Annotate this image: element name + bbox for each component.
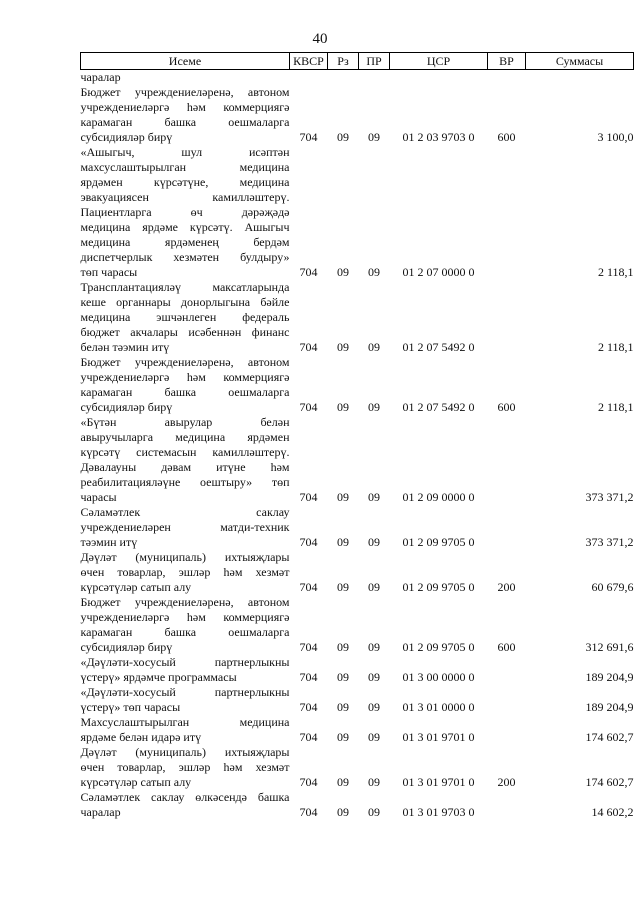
row-name-line: эвакуациясен камилләштерү. bbox=[80, 190, 290, 204]
row-kvsr-cell: 704 bbox=[299, 700, 318, 714]
row-sum-cell: 174 602,7 bbox=[585, 730, 634, 744]
row-name-line: субсидияләр бирү bbox=[80, 400, 173, 414]
column-header-pr: ПР bbox=[359, 53, 390, 70]
row-name-cell bbox=[81, 415, 290, 505]
row-name-line: «Ашыгыч, шул исәптән bbox=[80, 145, 290, 159]
row-name-line: Сәламәтлек саклау өлкәсендә башка bbox=[80, 790, 290, 804]
row-name-cell bbox=[81, 715, 290, 745]
row-pr-cell bbox=[359, 70, 390, 86]
row-kvsr-cell: 704 bbox=[299, 130, 318, 144]
table-row bbox=[81, 655, 634, 685]
row-name-cell bbox=[81, 145, 290, 280]
row-name-line: медицина эшчәнлеген федераль bbox=[80, 310, 290, 324]
row-name-line: «Бүтән авырулар белән bbox=[80, 415, 290, 429]
row-sum-cell: 174 602,7 bbox=[585, 775, 634, 789]
row-name-line: «Дәүләти-хосусый партнерлыкны bbox=[80, 685, 290, 699]
row-vr-cell bbox=[488, 145, 526, 280]
row-rz-cell bbox=[328, 70, 359, 86]
row-sum-cell: 14 602,2 bbox=[591, 805, 634, 819]
row-name-line: тәэмин итү bbox=[80, 535, 138, 549]
row-name-line: Трансплантацияләү максатларында bbox=[80, 280, 290, 294]
row-name-line: субсидияләр бирү bbox=[80, 640, 173, 654]
row-name-line: махсуслаштырылган медицина bbox=[80, 160, 290, 174]
row-csr-cell: 01 2 07 5492 0 bbox=[402, 340, 475, 354]
row-vr-cell bbox=[488, 685, 526, 715]
row-rz-cell: 09 bbox=[337, 490, 349, 504]
row-name-cell bbox=[81, 70, 290, 86]
row-kvsr-cell: 704 bbox=[299, 640, 318, 654]
row-vr-cell bbox=[488, 505, 526, 550]
row-pr-cell: 09 bbox=[368, 580, 380, 594]
column-header-vr: ВР bbox=[488, 53, 526, 70]
row-rz-cell: 09 bbox=[337, 400, 349, 414]
row-name-line: Бюджет учреждениеләренә, автоном bbox=[80, 355, 290, 369]
row-sum-cell: 3 100,0 bbox=[597, 130, 634, 144]
row-vr-cell: 600 bbox=[497, 130, 516, 144]
row-name-line: карамаган башка оешмаларга bbox=[80, 625, 290, 639]
table-row bbox=[81, 505, 634, 550]
row-kvsr-cell: 704 bbox=[299, 730, 318, 744]
row-name-cell bbox=[81, 790, 290, 820]
row-csr-cell: 01 3 01 9701 0 bbox=[402, 730, 475, 744]
row-pr-cell: 09 bbox=[368, 265, 380, 279]
table-row bbox=[81, 280, 634, 355]
column-header-sum: Суммасы bbox=[526, 53, 634, 70]
row-csr-cell: 01 2 03 9703 0 bbox=[402, 130, 475, 144]
row-rz-cell: 09 bbox=[337, 730, 349, 744]
row-pr-cell: 09 bbox=[368, 490, 380, 504]
column-header-kvsr: КВСР bbox=[290, 53, 328, 70]
row-name-line: чаралар bbox=[80, 70, 121, 84]
row-name-cell bbox=[81, 655, 290, 685]
row-name-line: белән тәэмин итү bbox=[80, 340, 170, 354]
row-name-line: чарасы bbox=[80, 490, 117, 504]
row-name-line: кеше органнары донорлыгына бәйле bbox=[80, 295, 290, 309]
row-name-line: «Дәүләти-хосусый партнерлыкны bbox=[80, 655, 290, 669]
row-name-line: Дәүләт (муниципаль) ихтыяҗлары bbox=[80, 745, 290, 759]
row-name-line: Пациентларга өч дәрәҗәдә bbox=[80, 205, 290, 219]
row-sum-cell: 373 371,2 bbox=[585, 490, 634, 504]
row-name-line: учреждениеләргә һәм коммерциягә bbox=[80, 610, 290, 624]
row-name-cell bbox=[81, 595, 290, 655]
table-row bbox=[81, 715, 634, 745]
row-pr-cell: 09 bbox=[368, 730, 380, 744]
row-sum-cell: 189 204,9 bbox=[585, 700, 634, 714]
row-rz-cell: 09 bbox=[337, 640, 349, 654]
row-name-line: карамаган башка оешмаларга bbox=[80, 115, 290, 129]
column-header-csr: ЦСР bbox=[390, 53, 488, 70]
row-csr-cell: 01 3 01 9703 0 bbox=[402, 805, 475, 819]
row-name-line: медицина ярдәме күрсәтү. Ашыгыч bbox=[80, 220, 290, 234]
row-rz-cell: 09 bbox=[337, 700, 349, 714]
row-kvsr-cell: 704 bbox=[299, 670, 318, 684]
row-pr-cell: 09 bbox=[368, 775, 380, 789]
row-pr-cell: 09 bbox=[368, 805, 380, 819]
row-name-line: карамаган башка оешмаларга bbox=[80, 385, 290, 399]
row-kvsr-cell: 704 bbox=[299, 805, 318, 819]
table-row bbox=[81, 550, 634, 595]
row-kvsr-cell: 704 bbox=[299, 265, 318, 279]
row-name-cell bbox=[81, 745, 290, 790]
column-header-rz: Рз bbox=[328, 53, 359, 70]
row-csr-cell bbox=[390, 70, 488, 86]
row-name-line: учреждениеләргә һәм коммерциягә bbox=[80, 100, 290, 114]
row-vr-cell bbox=[488, 415, 526, 505]
row-csr-cell: 01 3 00 0000 0 bbox=[402, 670, 475, 684]
row-vr-cell: 600 bbox=[497, 640, 516, 654]
row-pr-cell: 09 bbox=[368, 700, 380, 714]
row-name-line: өчен товарлар, эшләр һәм хезмәт bbox=[80, 565, 290, 579]
table-row bbox=[81, 85, 634, 145]
row-name-line: Дәүләт (муниципаль) ихтыяҗлары bbox=[80, 550, 290, 564]
row-sum-cell bbox=[526, 70, 634, 86]
row-name-line: бюджет акчалары исәбеннән финанс bbox=[80, 325, 290, 339]
row-name-line: Сәламәтлек саклау bbox=[80, 505, 290, 519]
row-kvsr-cell: 704 bbox=[299, 535, 318, 549]
table-row bbox=[81, 685, 634, 715]
row-rz-cell: 09 bbox=[337, 535, 349, 549]
row-kvsr-cell: 704 bbox=[299, 400, 318, 414]
row-vr-cell bbox=[488, 715, 526, 745]
row-name-line: Махсуслаштырылган медицина bbox=[80, 715, 290, 729]
row-name-line: үстерү» ярдәмче программасы bbox=[80, 670, 237, 684]
row-csr-cell: 01 2 09 0000 0 bbox=[402, 490, 475, 504]
row-vr-cell: 600 bbox=[497, 400, 516, 414]
row-sum-cell: 2 118,1 bbox=[597, 340, 634, 354]
row-pr-cell: 09 bbox=[368, 640, 380, 654]
row-sum-cell: 373 371,2 bbox=[585, 535, 634, 549]
row-vr-cell bbox=[488, 790, 526, 820]
table-row bbox=[81, 70, 634, 86]
row-csr-cell: 01 2 07 5492 0 bbox=[402, 400, 475, 414]
row-sum-cell: 60 679,6 bbox=[591, 580, 634, 594]
row-name-line: ярдәмен күрсәтүне, медицина bbox=[80, 175, 290, 189]
row-rz-cell: 09 bbox=[337, 670, 349, 684]
row-sum-cell: 2 118,1 bbox=[597, 265, 634, 279]
row-vr-cell bbox=[488, 655, 526, 685]
row-name-line: учреждениеләрен матди-техник bbox=[80, 520, 290, 534]
row-name-line: Бюджет учреждениеләренә, автоном bbox=[80, 595, 290, 609]
row-csr-cell: 01 2 09 9705 0 bbox=[402, 535, 475, 549]
row-name-line: ярдәме белән идарә итү bbox=[80, 730, 202, 744]
table-row bbox=[81, 790, 634, 820]
row-kvsr-cell: 704 bbox=[299, 490, 318, 504]
table-row bbox=[81, 595, 634, 655]
row-name-line: Бюджет учреждениеләренә, автоном bbox=[80, 85, 290, 99]
row-name-line: диспетчерлык хезмәтен булдыру» bbox=[80, 250, 290, 264]
table-row bbox=[81, 355, 634, 415]
row-sum-cell: 2 118,1 bbox=[597, 400, 634, 414]
row-csr-cell: 01 2 07 0000 0 bbox=[402, 265, 475, 279]
row-rz-cell: 09 bbox=[337, 580, 349, 594]
table-row bbox=[81, 415, 634, 505]
row-name-line: өчен товарлар, эшләр һәм хезмәт bbox=[80, 760, 290, 774]
row-name-line: учреждениеләргә һәм коммерциягә bbox=[80, 370, 290, 384]
row-name-line: үстерү» төп чарасы bbox=[80, 700, 181, 714]
row-pr-cell: 09 bbox=[368, 130, 380, 144]
row-name-line: медицина ярдәменең бердәм bbox=[80, 235, 290, 249]
row-name-line: субсидияләр бирү bbox=[80, 130, 173, 144]
table-row bbox=[81, 745, 634, 790]
row-name-line: күрсәтүләр сатып алу bbox=[80, 775, 192, 789]
row-pr-cell: 09 bbox=[368, 400, 380, 414]
row-name-line: төп чарасы bbox=[80, 265, 138, 279]
row-name-line: күрсәтү системасын камилләштерү. bbox=[80, 445, 290, 459]
page-number: 40 bbox=[312, 31, 328, 47]
row-name-line: күрсәтүләр сатып алу bbox=[80, 580, 192, 594]
row-rz-cell: 09 bbox=[337, 265, 349, 279]
row-sum-cell: 189 204,9 bbox=[585, 670, 634, 684]
table-header-row bbox=[81, 53, 634, 70]
row-rz-cell: 09 bbox=[337, 805, 349, 819]
row-kvsr-cell: 704 bbox=[299, 340, 318, 354]
row-pr-cell: 09 bbox=[368, 340, 380, 354]
row-name-cell bbox=[81, 550, 290, 595]
row-name-cell bbox=[81, 505, 290, 550]
row-rz-cell: 09 bbox=[337, 130, 349, 144]
row-name-line: реабилитацияләүне оештыру» төп bbox=[80, 475, 290, 489]
row-name-line: Дәвалауны дәвам итүне һәм bbox=[80, 460, 290, 474]
row-pr-cell: 09 bbox=[368, 535, 380, 549]
row-csr-cell: 01 3 01 0000 0 bbox=[402, 700, 475, 714]
row-name-cell bbox=[81, 280, 290, 355]
row-name-line: чаралар bbox=[80, 805, 121, 819]
row-pr-cell: 09 bbox=[368, 670, 380, 684]
row-name-cell bbox=[81, 685, 290, 715]
row-csr-cell: 01 2 09 9705 0 bbox=[402, 580, 475, 594]
row-kvsr-cell: 704 bbox=[299, 775, 318, 789]
row-csr-cell: 01 3 01 9701 0 bbox=[402, 775, 475, 789]
column-header-name: Исеме bbox=[81, 53, 290, 70]
row-kvsr-cell bbox=[290, 70, 328, 86]
table-row bbox=[81, 145, 634, 280]
row-vr-cell bbox=[488, 280, 526, 355]
row-name-cell bbox=[81, 85, 290, 145]
row-rz-cell: 09 bbox=[337, 775, 349, 789]
budget-table bbox=[80, 52, 634, 820]
row-vr-cell: 200 bbox=[497, 775, 516, 789]
row-rz-cell: 09 bbox=[337, 340, 349, 354]
row-vr-cell: 200 bbox=[497, 580, 516, 594]
row-name-cell bbox=[81, 355, 290, 415]
row-csr-cell: 01 2 09 9705 0 bbox=[402, 640, 475, 654]
row-kvsr-cell: 704 bbox=[299, 580, 318, 594]
row-name-line: авыручыларга медицина ярдәмен bbox=[80, 430, 290, 444]
row-vr-cell bbox=[488, 70, 526, 86]
row-sum-cell: 312 691,6 bbox=[585, 640, 634, 654]
